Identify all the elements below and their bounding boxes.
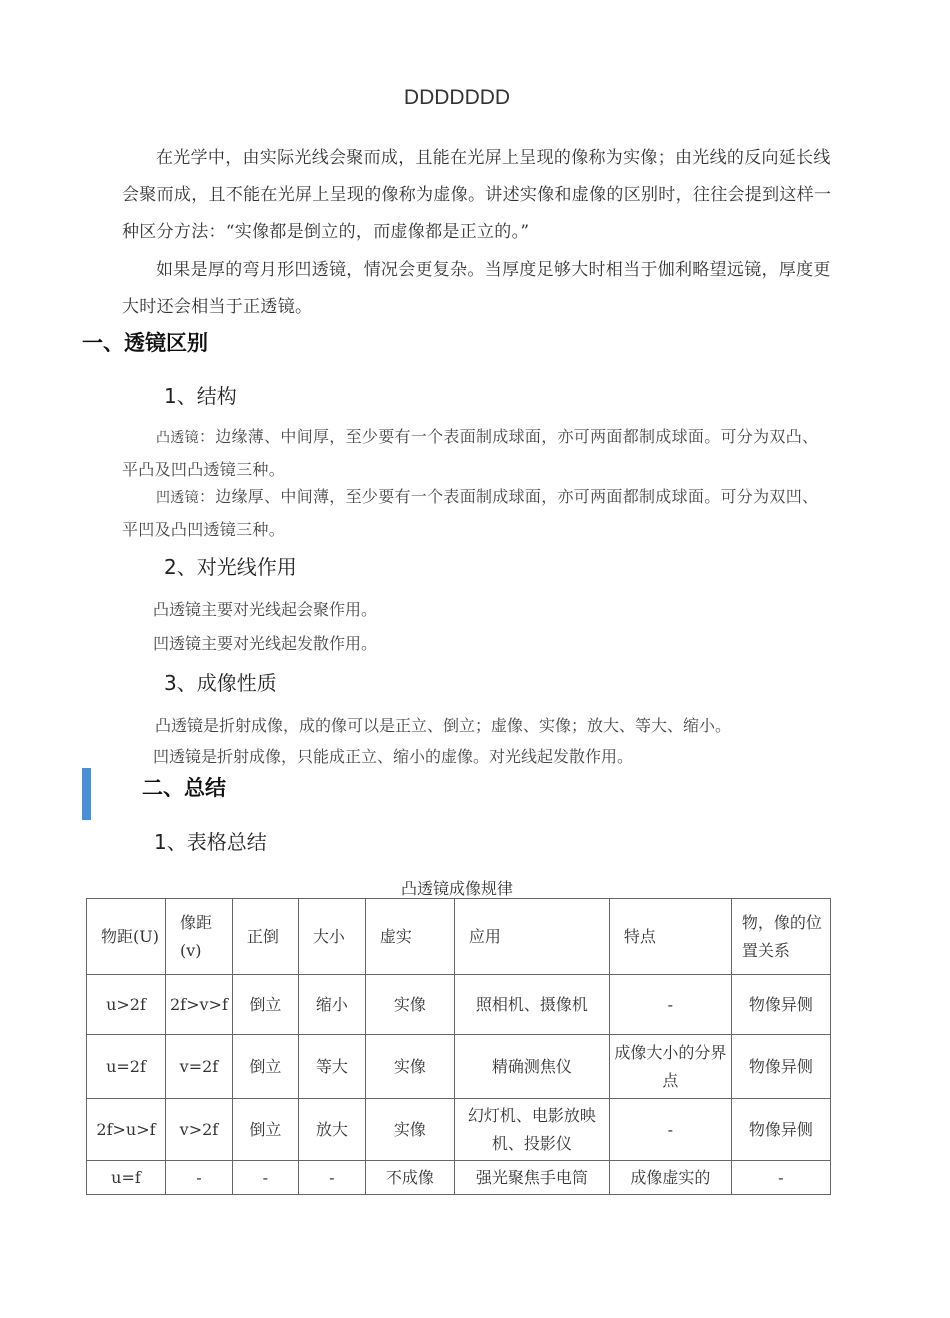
header-feature: 特点: [609, 899, 731, 975]
table-cell: 2f>u>f: [87, 1099, 166, 1161]
subheading-table-summary: 1、表格总结: [154, 830, 267, 854]
table-cell: v>2f: [166, 1099, 233, 1161]
table-row: [87, 1099, 831, 1161]
table-cell: 幻灯机、电影放映机、投影仪: [454, 1099, 609, 1161]
convex-effect-text: 凸透镜主要对光线起会聚作用。: [153, 600, 378, 619]
table-cell: 成像虚实的: [609, 1161, 731, 1195]
header-object-distance: 物距(U): [87, 899, 166, 975]
table-cell: 等大: [298, 1035, 365, 1099]
table-cell: 倒立: [232, 975, 298, 1035]
header-application: 应用: [454, 899, 609, 975]
table-row: [87, 975, 831, 1035]
table-cell: u>2f: [87, 975, 166, 1035]
concave-effect-text: 凹透镜主要对光线起发散作用。: [153, 634, 378, 653]
table-cell: 倒立: [232, 1035, 298, 1099]
header-position-relation: 物，像的位置关系: [731, 899, 830, 975]
header-orientation: 正倒: [232, 899, 298, 975]
table-cell: 物像异侧: [731, 1035, 830, 1099]
table-cell: 精确测焦仪: [454, 1035, 609, 1099]
table-cell: 实像: [365, 1035, 454, 1099]
table-cell: 实像: [365, 975, 454, 1035]
table-cell: -: [232, 1161, 298, 1195]
convex-structure-paragraph: [122, 421, 834, 485]
header-size: 大小: [298, 899, 365, 975]
convex-imaging-text: 凸透镜是折射成像，成的像可以是正立、倒立；虚像、实像；放大、等大、缩小。: [155, 716, 732, 735]
subheading-light-effect: 2、对光线作用: [164, 555, 297, 579]
subheading-structure: 1、结构: [164, 384, 237, 408]
table-row: [87, 1161, 831, 1195]
table-header-row: [87, 899, 831, 975]
table-cell: -: [298, 1161, 365, 1195]
concave-imaging-text: 凹透镜是折射成像，只能成正立、缩小的虚像。对光线起发散作用。: [153, 747, 634, 766]
table-cell: 物像异侧: [731, 975, 830, 1035]
table-cell: v=2f: [166, 1035, 233, 1099]
table-cell: -: [731, 1161, 830, 1195]
table-caption: 凸透镜成像规律: [400, 879, 513, 898]
table-cell: 缩小: [298, 975, 365, 1035]
table-cell: 2f>v>f: [166, 975, 233, 1035]
convex-label: 凸透镜: [156, 430, 199, 446]
table-cell: 放大: [298, 1099, 365, 1161]
intro-text-2: 如果是厚的弯月形凹透镜，情况会更复杂。当厚度足够大时相当于伽利略望远镜，厚度更大时还会相当于正透镜。: [122, 260, 831, 317]
table-cell: -: [609, 975, 731, 1035]
table-cell: 强光聚焦手电筒: [454, 1161, 609, 1195]
subheading-imaging-properties: 3、成像性质: [164, 671, 277, 695]
intro-paragraph-2: [122, 252, 834, 326]
header-real-virtual: 虚实: [365, 899, 454, 975]
table-cell: 物像异侧: [731, 1099, 830, 1161]
table-cell: 倒立: [232, 1099, 298, 1161]
convex-structure-text: ：边缘薄、中间厚，至少要有一个表面制成球面，亦可两面都制成球面。可分为双凸、平凸及凹凸透镜三种。: [122, 427, 819, 479]
intro-paragraph-1: [122, 140, 834, 251]
table-row: [87, 1035, 831, 1099]
table-cell: 实像: [365, 1099, 454, 1161]
concave-structure-paragraph: [122, 481, 834, 545]
table-cell: u=2f: [87, 1035, 166, 1099]
document-title: DDDDDDD: [403, 86, 511, 109]
table-cell: 成像大小的分界点: [609, 1035, 731, 1099]
table-cell: 照相机、摄像机: [454, 975, 609, 1035]
convex-lens-imaging-table: [86, 898, 831, 1195]
section-heading-lens-difference: 一、透镜区别: [82, 331, 208, 355]
header-image-distance: 像距(v): [166, 899, 233, 975]
table-cell: -: [166, 1161, 233, 1195]
intro-text-1: 在光学中，由实际光线会聚而成，且能在光屏上呈现的像称为实像；由光线的反向延长线会聚而成，且不能在光屏上呈现的像称为虚像。讲述实像和虚像的区别时，往往会提到这样一种区分方法：“实像都是倒立的，而虚像都是正立的。”: [122, 148, 832, 242]
table-cell: -: [609, 1099, 731, 1161]
section-heading-summary: 二、总结: [142, 776, 226, 800]
section-accent-bar: [82, 768, 91, 820]
table-cell: 不成像: [365, 1161, 454, 1195]
concave-structure-text: ：边缘厚、中间薄，至少要有一个表面制成球面，亦可两面都制成球面。可分为双凹、平凹及凸凹透镜三种。: [122, 487, 819, 539]
concave-label: 凹透镜: [156, 490, 199, 506]
table-cell: u=f: [87, 1161, 166, 1195]
